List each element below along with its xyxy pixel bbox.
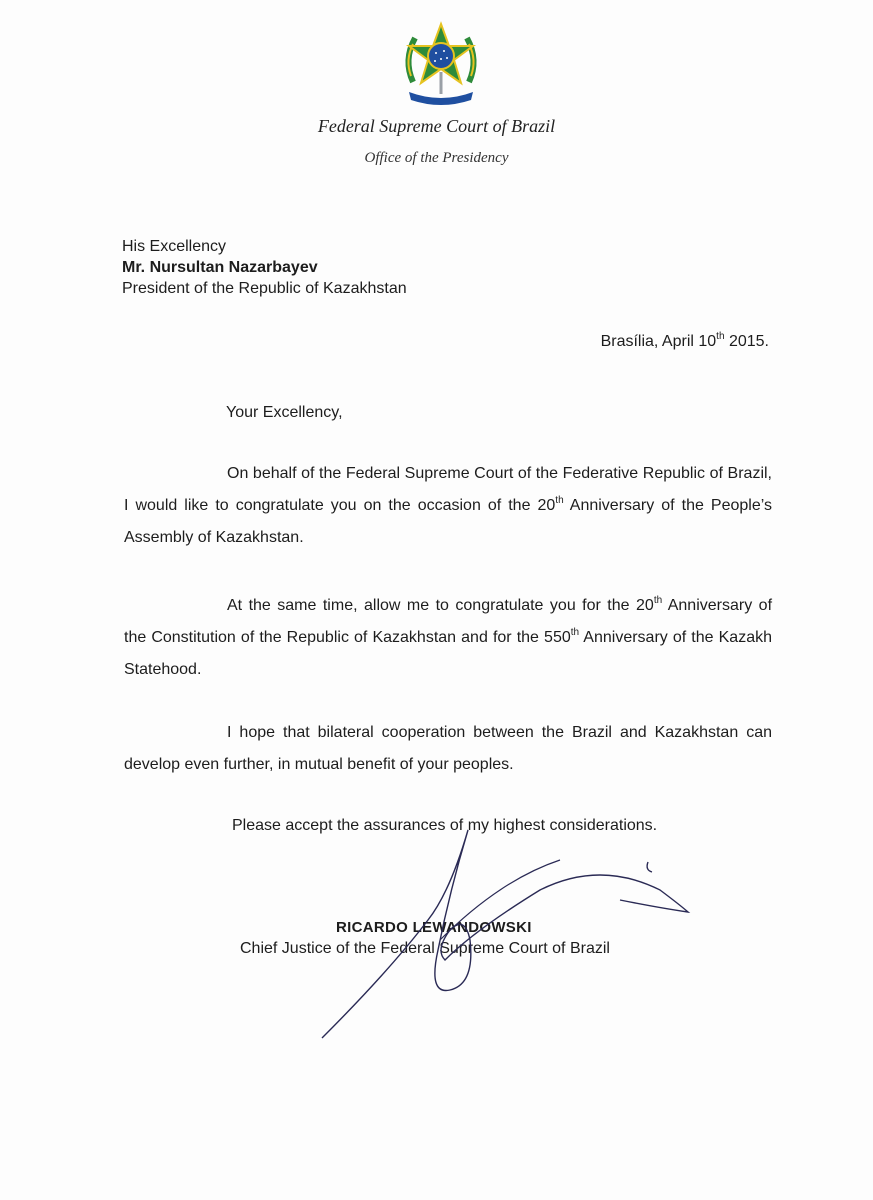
date-prefix: Brasília, April 10 <box>600 333 717 350</box>
coat-of-arms-icon <box>399 20 483 108</box>
paragraph-3: I hope that bilateral cooperation between the Brazil and Kazakhstan can develop even further, in mutual benefit of your peoples. <box>124 724 772 773</box>
signatory-title: Chief Justice of the Federal Supreme Court of Brazil <box>240 940 610 957</box>
paragraph-1-text-b: Anniversary of the People’s Assembly of Kazakhstan. <box>124 497 772 546</box>
paragraph-1-sup-a: th <box>555 494 564 506</box>
paragraph-2-text-b: Anniversary of the Constitution of the Republic of Kazakhstan and for the 550 <box>124 597 773 646</box>
paragraph-2-sup-b: th <box>570 626 580 638</box>
handwritten-signature <box>300 820 720 1060</box>
recipient-title: President of the Republic of Kazakhstan <box>122 280 407 297</box>
signatory-name: RICARDO LEWANDOWSKI <box>336 919 532 936</box>
recipient-honorific: His Excellency <box>122 238 227 255</box>
paragraph-1-text-a: On behalf of the Federal Supreme Court of the Federative Republic of Brazil, I would like to congratulate you on the occasion of the 20 <box>124 465 772 514</box>
closing-line: Please accept the assurances of my highest considerations. <box>232 817 658 834</box>
court-office: Office of the Presidency <box>364 150 509 166</box>
date-year: 2015. <box>724 333 769 350</box>
letter-date <box>560 330 769 351</box>
paragraph-2-text-c: Anniversary of the Kazakh Statehood. <box>124 629 773 678</box>
recipient-name: Mr. Nursultan Nazarbayev <box>122 259 318 276</box>
paragraph-2 <box>124 590 772 686</box>
court-name: Federal Supreme Court of Brazil <box>317 116 556 136</box>
paragraph-1 <box>124 458 772 554</box>
paragraph-2-text-a: At the same time, allow me to congratulate you for the 20 <box>227 597 654 614</box>
salutation: Your Excellency, <box>226 404 343 421</box>
paragraph-2-sup-a: th <box>653 594 663 606</box>
date-ordinal: th <box>716 330 725 342</box>
